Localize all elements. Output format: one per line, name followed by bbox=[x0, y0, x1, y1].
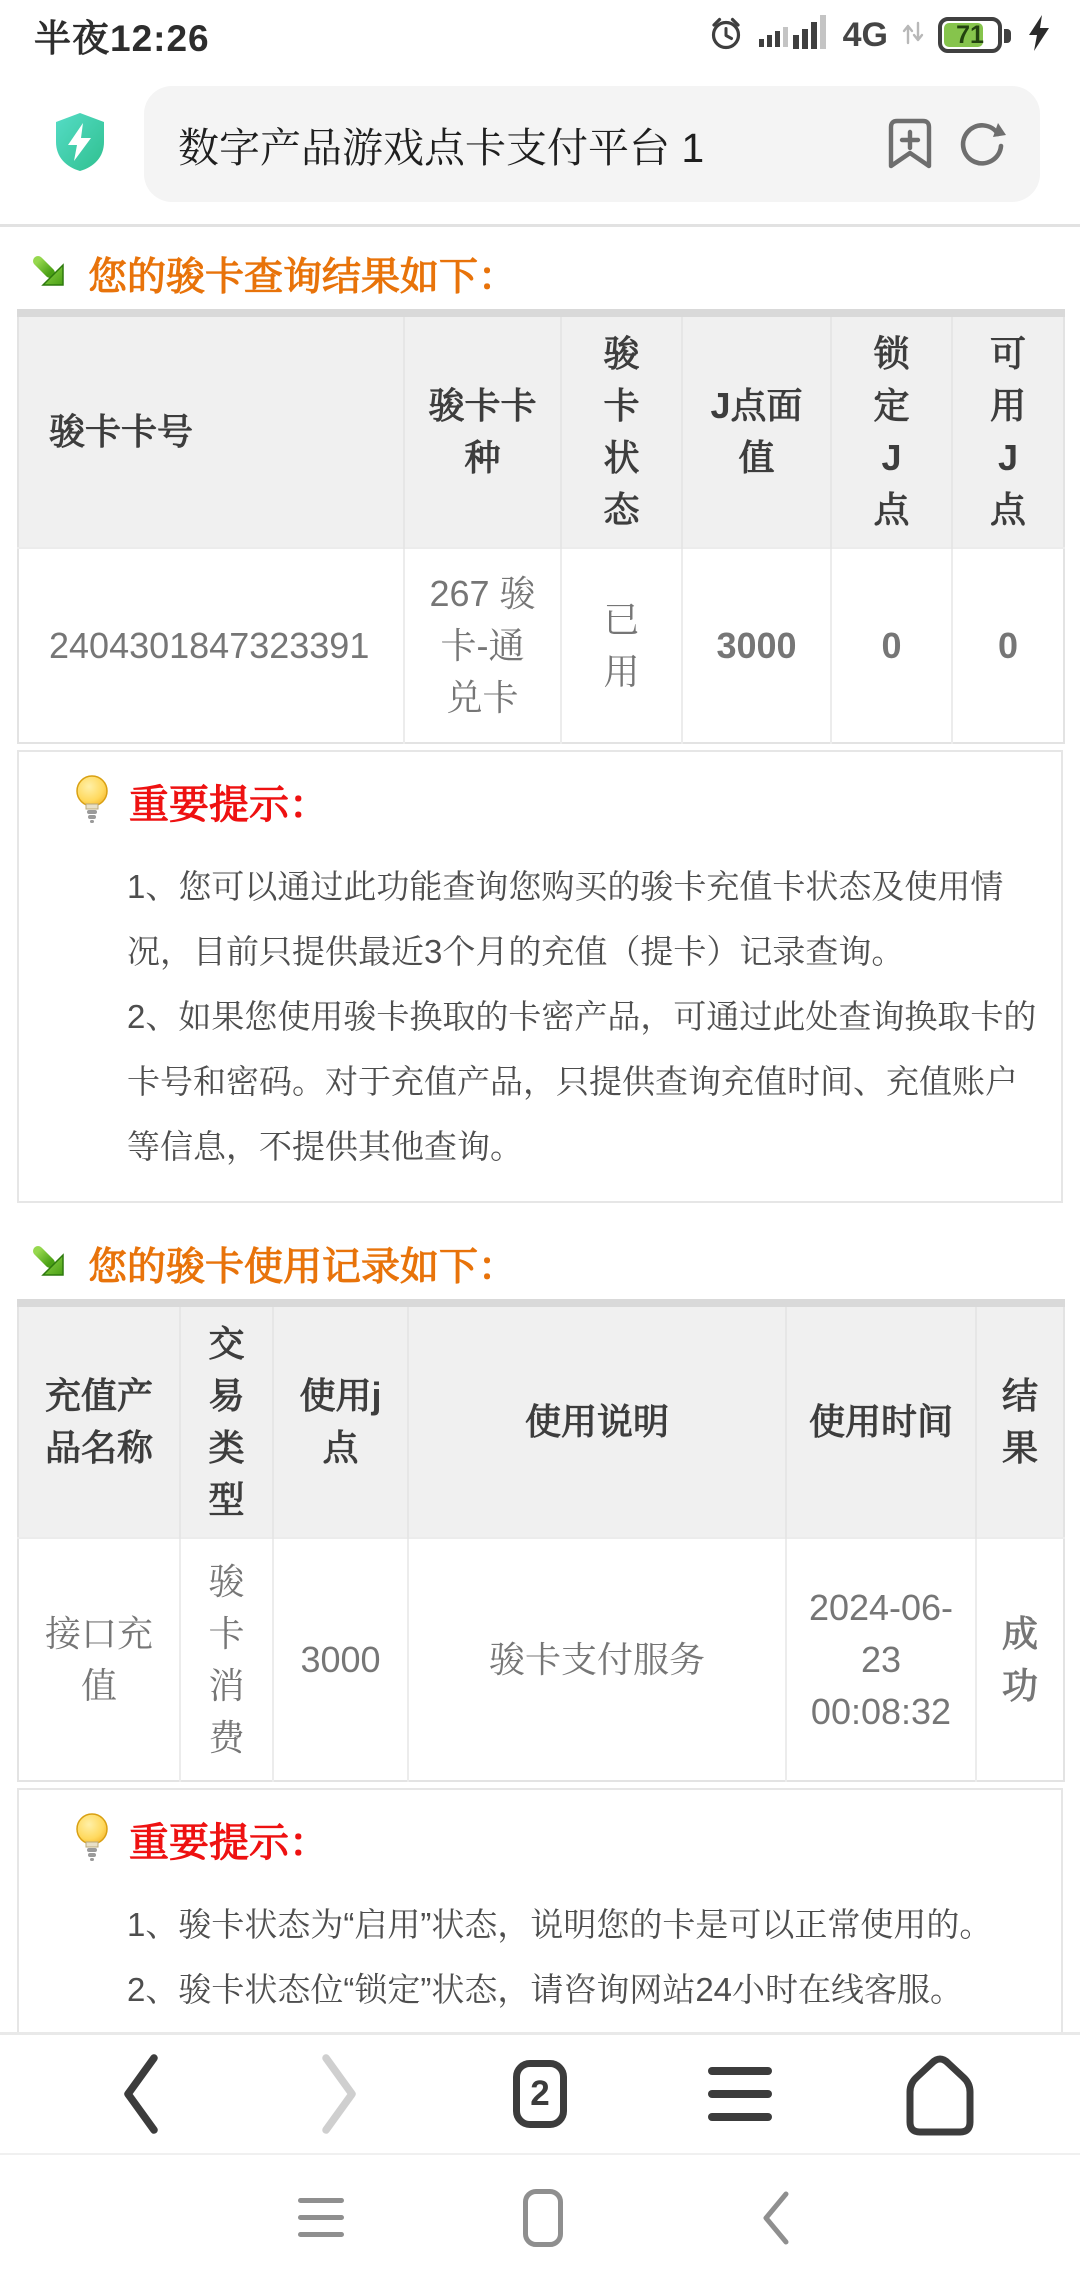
url-bar[interactable] bbox=[144, 86, 1040, 202]
cell-card-status: 已用 bbox=[561, 548, 682, 743]
lightbulb-icon bbox=[71, 1812, 113, 1867]
network-type-label: 4G bbox=[842, 15, 888, 54]
tab-count-icon: 2 bbox=[513, 2060, 567, 2128]
browser-forward-button[interactable] bbox=[280, 2044, 400, 2144]
battery-percent: 71 bbox=[956, 20, 984, 49]
cell-transaction-type: 骏卡消费 bbox=[180, 1538, 273, 1781]
browser-bottom-nav bbox=[0, 2032, 1080, 2153]
system-back-icon bbox=[759, 2189, 791, 2247]
header-points-used: 使用j点 bbox=[273, 1303, 408, 1538]
header-card-type: 骏卡卡种 bbox=[404, 313, 561, 548]
refresh-button[interactable] bbox=[958, 120, 1006, 168]
header-card-status: 骏卡状态 bbox=[561, 313, 682, 548]
section-heading-text: 您的骏卡查询结果如下： bbox=[88, 256, 518, 299]
alarm-clock-icon bbox=[707, 14, 745, 57]
cell-usage-time: 2024-06-23 00:08:32 bbox=[786, 1538, 976, 1781]
cell-locked-points: 0 bbox=[831, 548, 952, 743]
notice-body bbox=[127, 1892, 1039, 2022]
cell-available-points: 0 bbox=[952, 548, 1064, 743]
browser-home-button[interactable] bbox=[880, 2044, 1000, 2144]
cell-usage-description: 骏卡支付服务 bbox=[408, 1538, 786, 1781]
menu-icon bbox=[708, 2067, 772, 2121]
usage-record-heading bbox=[30, 1239, 1080, 1289]
notice-title: 重要提示： bbox=[129, 1820, 329, 1865]
card-query-table bbox=[17, 309, 1065, 744]
page-title-text[interactable]: 数字产品游戏点卡支付平台 1 bbox=[178, 124, 705, 171]
browser-menu-button[interactable] bbox=[680, 2044, 800, 2144]
section-heading-text: 您的骏卡使用记录如下： bbox=[88, 1246, 518, 1289]
cell-card-number: 2404301847323391 bbox=[18, 548, 404, 743]
system-nav-bar bbox=[0, 2153, 1080, 2280]
query-result-heading bbox=[30, 249, 1080, 299]
system-back-button[interactable] bbox=[730, 2155, 820, 2280]
green-arrow-icon bbox=[30, 252, 70, 297]
home-icon bbox=[900, 2050, 980, 2138]
header-face-value: J点面值 bbox=[682, 313, 831, 548]
header-transaction-type: 交易类型 bbox=[180, 1303, 273, 1538]
cell-product-name: 接口充值 bbox=[18, 1538, 180, 1781]
cell-points-used: 3000 bbox=[273, 1538, 408, 1781]
forward-chevron-icon bbox=[317, 2051, 363, 2137]
table-row bbox=[18, 548, 1064, 743]
signal-bars-icon bbox=[759, 13, 829, 58]
header-usage-description: 使用说明 bbox=[408, 1303, 786, 1538]
web-page-content bbox=[0, 227, 1080, 2032]
lightbulb-icon bbox=[71, 774, 113, 829]
cell-face-value: 3000 bbox=[682, 548, 831, 743]
status-time: 半夜12:26 bbox=[34, 18, 210, 59]
notice-title-row bbox=[71, 1816, 1021, 1865]
status-icons bbox=[707, 13, 1050, 58]
cell-card-type: 267 骏卡-通兑卡 bbox=[404, 548, 561, 743]
data-activity-icon bbox=[902, 18, 924, 53]
add-bookmark-button[interactable] bbox=[888, 117, 932, 171]
table-header-row bbox=[18, 313, 1064, 548]
important-notice-usage bbox=[17, 1788, 1063, 2032]
security-shield-icon bbox=[52, 111, 108, 178]
browser-tabs-button[interactable] bbox=[480, 2044, 600, 2144]
header-locked-points: 锁定J点 bbox=[831, 313, 952, 548]
card-usage-table bbox=[17, 1299, 1065, 1782]
header-available-points: 可用J点 bbox=[952, 313, 1064, 548]
important-notice-query bbox=[17, 750, 1063, 1203]
charging-bolt-icon bbox=[1028, 15, 1050, 56]
browser-back-button[interactable] bbox=[80, 2044, 200, 2144]
notice-title: 重要提示： bbox=[129, 782, 329, 827]
browser-address-bar bbox=[0, 64, 1080, 224]
header-result: 结果 bbox=[976, 1303, 1064, 1538]
header-product-name: 充值产品名称 bbox=[18, 1303, 180, 1538]
header-card-number: 骏卡卡号 bbox=[18, 313, 404, 548]
table-row bbox=[18, 1538, 1064, 1781]
notice-item: 1、骏卡状态为“启用”状态，说明您的卡是可以正常使用的。 bbox=[127, 1906, 993, 1943]
notice-title-row bbox=[71, 778, 1021, 827]
notice-item: 2、骏卡状态位“锁定”状态，请咨询网站24小时在线客服。 bbox=[127, 1971, 964, 2008]
system-menu-button[interactable] bbox=[276, 2155, 366, 2280]
system-home-button[interactable] bbox=[498, 2155, 588, 2280]
back-chevron-icon bbox=[117, 2051, 163, 2137]
table-header-row bbox=[18, 1303, 1064, 1538]
cell-result-success: 成功 bbox=[976, 1538, 1064, 1781]
system-menu-icon bbox=[298, 2198, 344, 2237]
notice-body bbox=[127, 854, 1039, 1179]
status-bar bbox=[0, 0, 1080, 64]
notice-item: 2、如果您使用骏卡换取的卡密产品，可通过此处查询换取卡的卡号和密码。对于充值产品，只提供查询充值时间、充值账户等信息，不提供其他查询。 bbox=[127, 998, 1037, 1165]
notice-item: 1、您可以通过此功能查询您购买的骏卡充值卡状态及使用情况，目前只提供最近3个月的充值（提卡）记录查询。 bbox=[127, 868, 1004, 970]
green-arrow-icon bbox=[30, 1242, 70, 1287]
battery-icon bbox=[938, 17, 1002, 53]
system-home-icon bbox=[523, 2189, 563, 2247]
header-usage-time: 使用时间 bbox=[786, 1303, 976, 1538]
